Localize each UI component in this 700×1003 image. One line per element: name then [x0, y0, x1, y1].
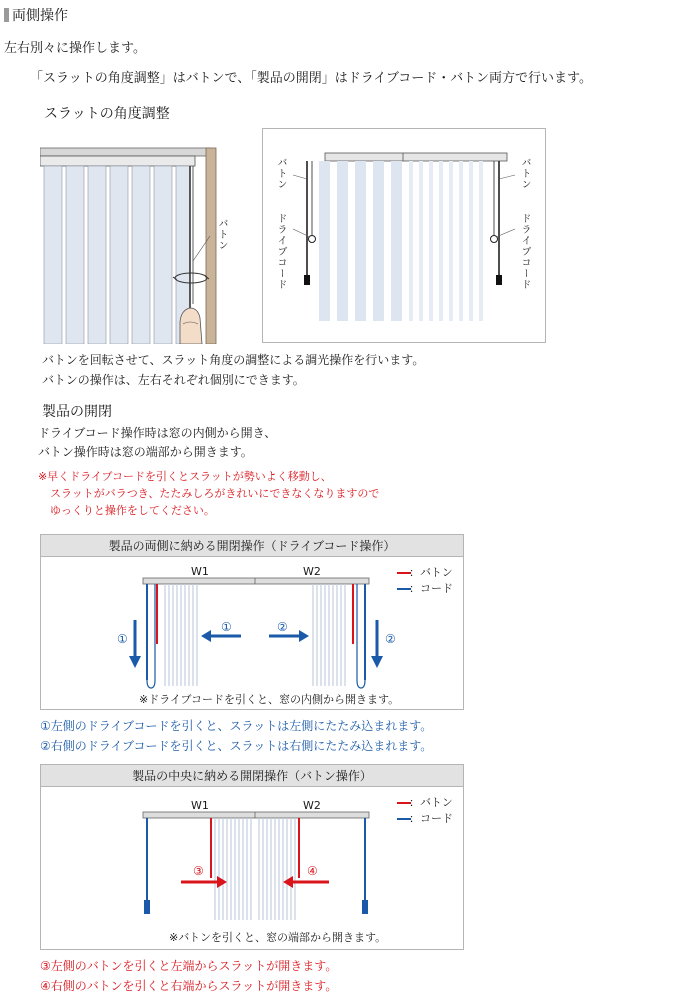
openclose-desc-2: バトン操作時は窓の端部から開きます。	[38, 445, 253, 459]
drive-cord-after-2: ②右側のドライブコードを引くと、スラットは右側にたたみ込まれます。	[40, 739, 433, 753]
legend-baton-2: ：バトン	[409, 796, 453, 809]
warning-line-2: スラットがバラつき、たたみしろがきれいにできなくなりますので	[50, 487, 380, 500]
legend-baton: ：バトン	[409, 566, 453, 579]
num-2-right: ②	[385, 632, 396, 646]
num-1-left: ①	[117, 632, 128, 646]
front-view-illustration	[262, 128, 546, 343]
warning-line-1: ※早くドライブコードを引くとスラットが勢いよく移動し、	[38, 470, 332, 483]
w2-label-2: W2	[303, 799, 321, 812]
baton-after-1: ③左側のバトンを引くと左端からスラットが開きます。	[40, 959, 338, 973]
cord-label-left: ドライブコード	[275, 213, 286, 290]
w1-label-2: W1	[191, 799, 209, 812]
baton-note: ※バトンを引くと、窓の端部から開きます。	[169, 931, 387, 944]
baton-label-1: バトン	[216, 218, 227, 251]
baton-panel-title: 製品の中央に納める開閉操作（バトン操作）	[41, 765, 463, 787]
page-title	[4, 8, 68, 25]
angle-heading: スラットの角度調整	[44, 106, 170, 122]
heading-marker	[4, 8, 9, 22]
baton-label-right: バトン	[519, 157, 530, 190]
num-4: ④	[307, 864, 318, 878]
drive-cord-panel	[40, 534, 464, 710]
w2-label: W2	[303, 565, 321, 578]
legend-cord-2: ：コード	[409, 812, 453, 825]
drive-cord-note: ※ドライブコードを引くと、窓の内側から開きます。	[139, 693, 400, 706]
legend-cord: ：コード	[409, 582, 453, 595]
cord-label-right: ドライブコード	[519, 213, 530, 290]
w1-label: W1	[191, 565, 209, 578]
angle-desc-2: バトンの操作は、左右それぞれ個別にできます。	[42, 373, 305, 387]
drive-cord-panel-title: 製品の両側に納める開閉操作（ドライブコード操作）	[41, 535, 463, 557]
drive-cord-after-1: ①左側のドライブコードを引くと、スラットは左側にたたみ込まれます。	[40, 719, 433, 733]
openclose-desc-1: ドライブコード操作時は窓の内側から開き、	[38, 426, 277, 440]
openclose-heading: 製品の開閉	[42, 404, 112, 420]
warning-line-3: ゆっくりと操作をしてください。	[50, 504, 215, 517]
summary-text: 「スラットの角度調整」はバトンで、「製品の開閉」はドライブコード・バトン両方で行います。	[30, 71, 592, 86]
baton-label-left: バトン	[275, 157, 286, 190]
num-3: ③	[193, 864, 204, 878]
baton-rotation-illustration	[40, 126, 248, 344]
num-1-center: ①	[221, 620, 232, 634]
baton-after-2: ④右側のバトンを引くと右端からスラットが開きます。	[40, 979, 338, 993]
angle-desc-1: バトンを回転させて、スラット角度の調整による調光操作を行います。	[42, 353, 425, 367]
num-2-center: ②	[277, 620, 288, 634]
baton-panel	[40, 764, 464, 950]
page-title-text: 両側操作	[12, 8, 68, 24]
intro-text: 左右別々に操作します。	[4, 41, 146, 56]
